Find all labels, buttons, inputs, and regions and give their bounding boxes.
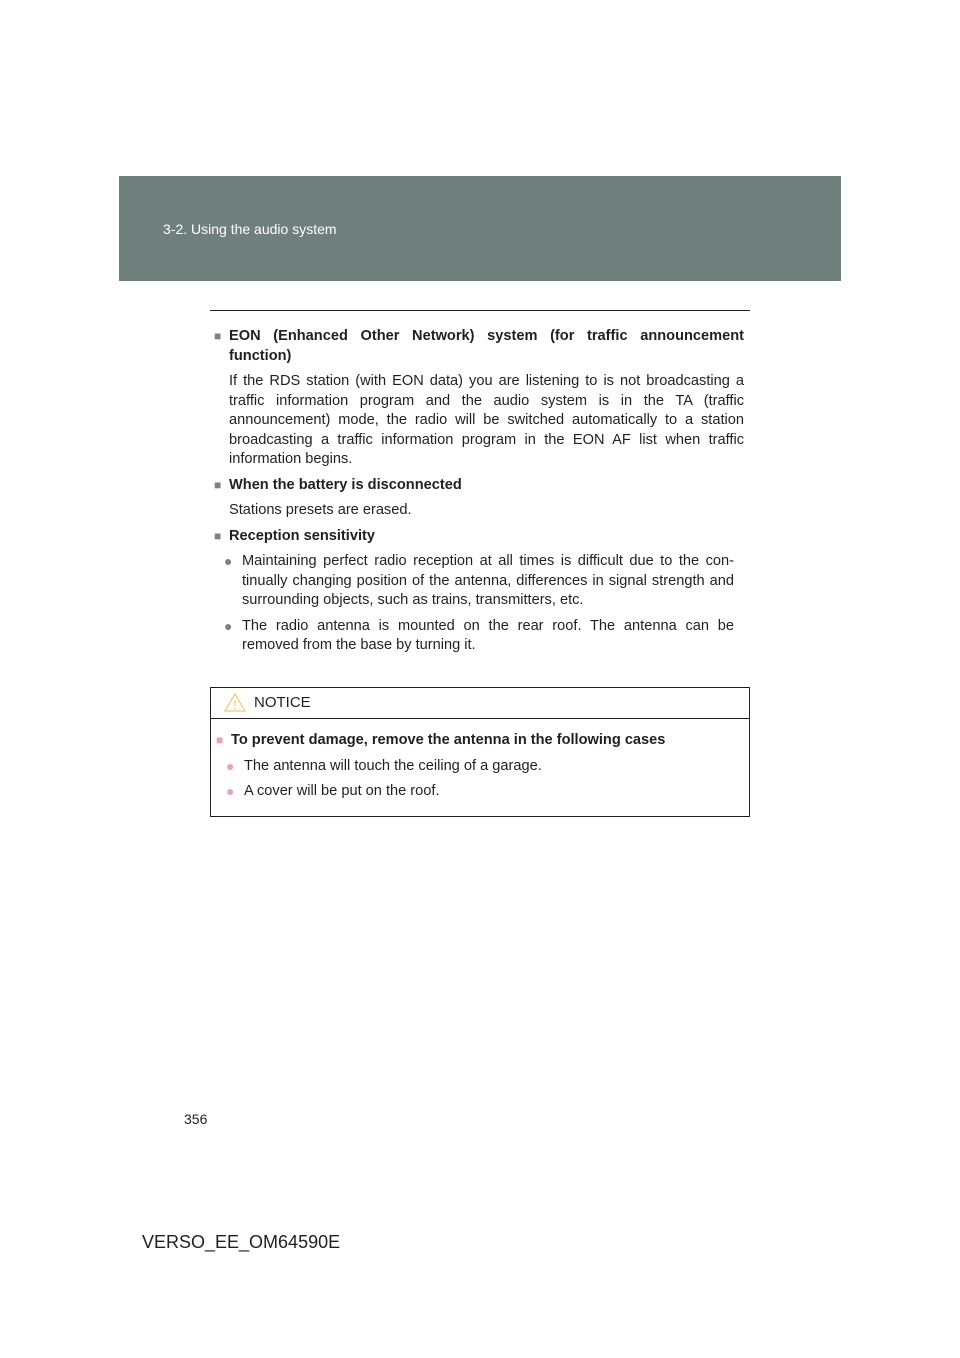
square-bullet-icon: ■ <box>216 733 224 747</box>
square-bullet-icon: ■ <box>214 528 222 543</box>
notice-box <box>210 687 750 817</box>
circle-bullet-icon: ● <box>226 757 235 774</box>
section-body: Stations presets are erased. <box>229 502 412 518</box>
circle-bullet-icon: ● <box>224 553 233 569</box>
section-reception <box>214 527 744 656</box>
page-number: 356 <box>184 1111 208 1127</box>
list-item: ● The antenna will touch the ceiling of a garage. <box>226 757 739 777</box>
notice-title: NOTICE <box>254 694 311 711</box>
square-bullet-icon: ■ <box>214 477 222 492</box>
section-header-band <box>119 176 841 281</box>
list-item: ● A cover will be put on the roof. <box>226 782 739 802</box>
circle-bullet-icon: ● <box>224 617 233 634</box>
top-divider <box>210 310 750 311</box>
warning-icon <box>224 693 246 712</box>
section-eon <box>214 327 744 470</box>
square-bullet-icon: ■ <box>214 329 222 343</box>
section-heading: ■ When the battery is disconnected <box>214 476 744 496</box>
section-battery <box>214 476 744 521</box>
notice-header <box>211 688 749 719</box>
main-content <box>214 327 744 662</box>
section-heading: ■ Reception sensitivity <box>214 527 744 547</box>
list-item: ● Maintaining perfect radio reception at all times is difficult due to the con- tinually changing position of the antenna, differences in signal strength and surrounding objects, such as trains, transmitters, etc. <box>224 552 744 611</box>
circle-bullet-icon: ● <box>226 783 235 799</box>
notice-heading: ■ To prevent damage, remove the antenna in the following cases <box>216 731 739 751</box>
notice-body <box>211 719 749 802</box>
section-title: 3-2. Using the audio system <box>163 221 337 237</box>
section-body: If the RDS station (with EON data) you are listening to is not broadcasting a traffic information program and the audio system is in the TA (traffic announcement) mode, the radio will be switched automatically to a station broadcasting a traffic information program in the EON AF list when traffic information begins. <box>229 373 744 467</box>
list-item: ● The radio antenna is mounted on the rear roof. The antenna can be removed from the base by turning it. <box>224 617 744 656</box>
document-code: VERSO_EE_OM64590E <box>142 1232 341 1252</box>
section-heading: ■ EON (Enhanced Other Network) system (for traffic announcement function) <box>214 327 744 366</box>
